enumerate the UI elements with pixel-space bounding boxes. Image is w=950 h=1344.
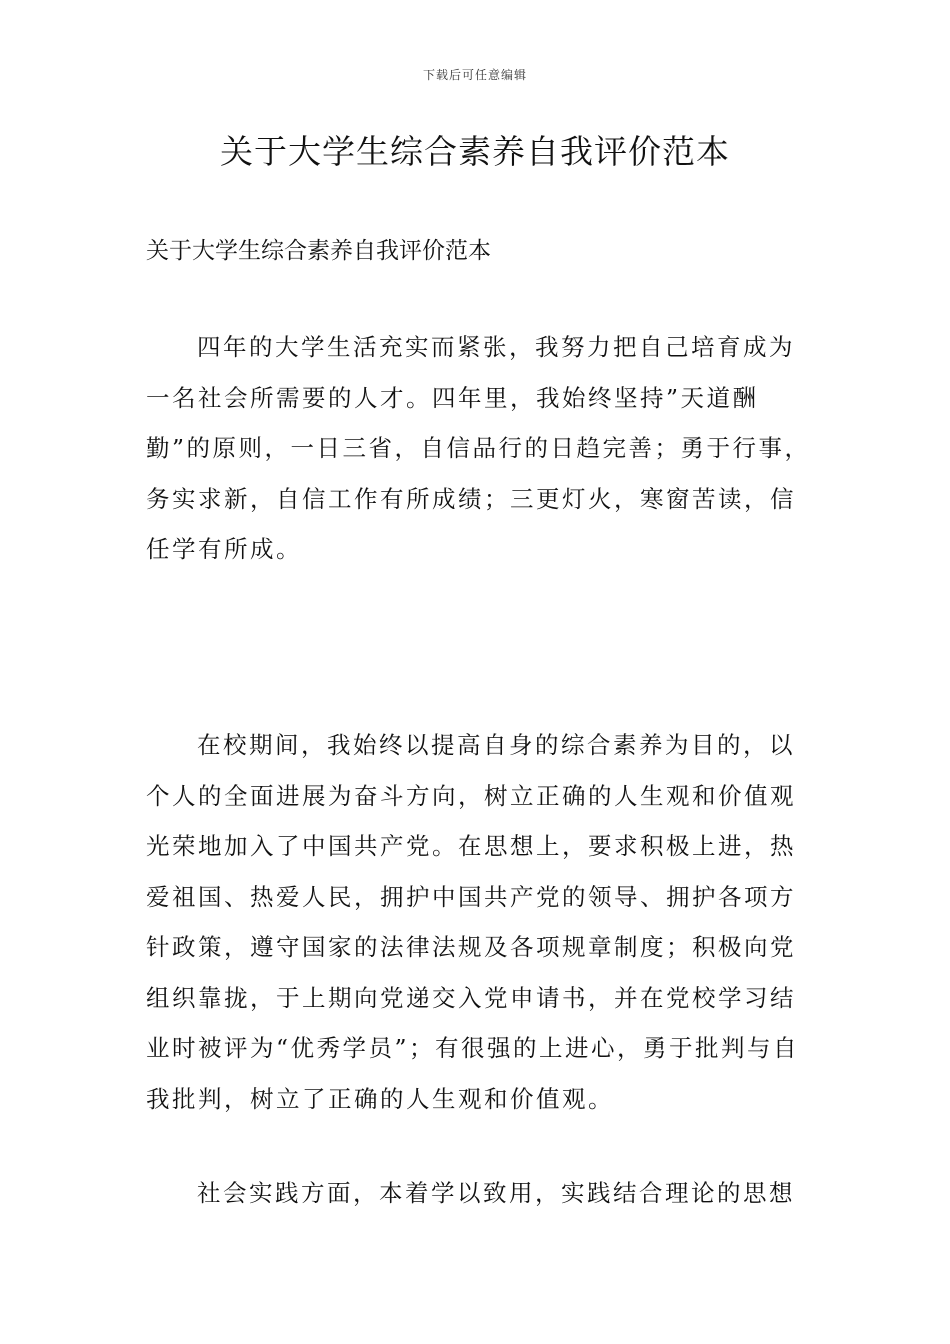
paragraph-social-practice: 社会实践方面，本着学以致用，实践结合理论的思想 [197,1179,795,1207]
page-header-note: 下载后可任意编辑 [422,68,527,82]
paragraph-campus: 在校期间，我始终以提高自身的综合素养为目的，以个人的全面进展为奋斗方向，树立正确的人生观和价值观光荣地加入了中国共产党。在思想上，要求积极上进，热爱祖国、热爱人民，拥护中国共产党的领导、拥护各项方针政策，遵守国家的法律法规及各项规章制度；积极向党组织靠拢，于上期向党递交入党申请书，并在党校学习结业时被评为“优秀学员”；有很强的上进心，勇于批判与自我批判，树立了正确的人生观和价值观。 [146,731,800,1113]
document-subtitle: 关于大学生综合素养自我评价范本 [146,238,491,264]
paragraph-intro: 四年的大学生活充实而紧张，我努力把自己培育成为一名社会所需要的人才。四年里，我始终坚持”天道酬勤”的原则，一日三省，自信品行的日趋完善；勇于行事，务实求新，自信工作有所成绩；三更灯火，寒窗苦读，信任学有所成。 [146,333,811,563]
document-title: 关于大学生综合素养自我评价范本 [220,132,730,171]
